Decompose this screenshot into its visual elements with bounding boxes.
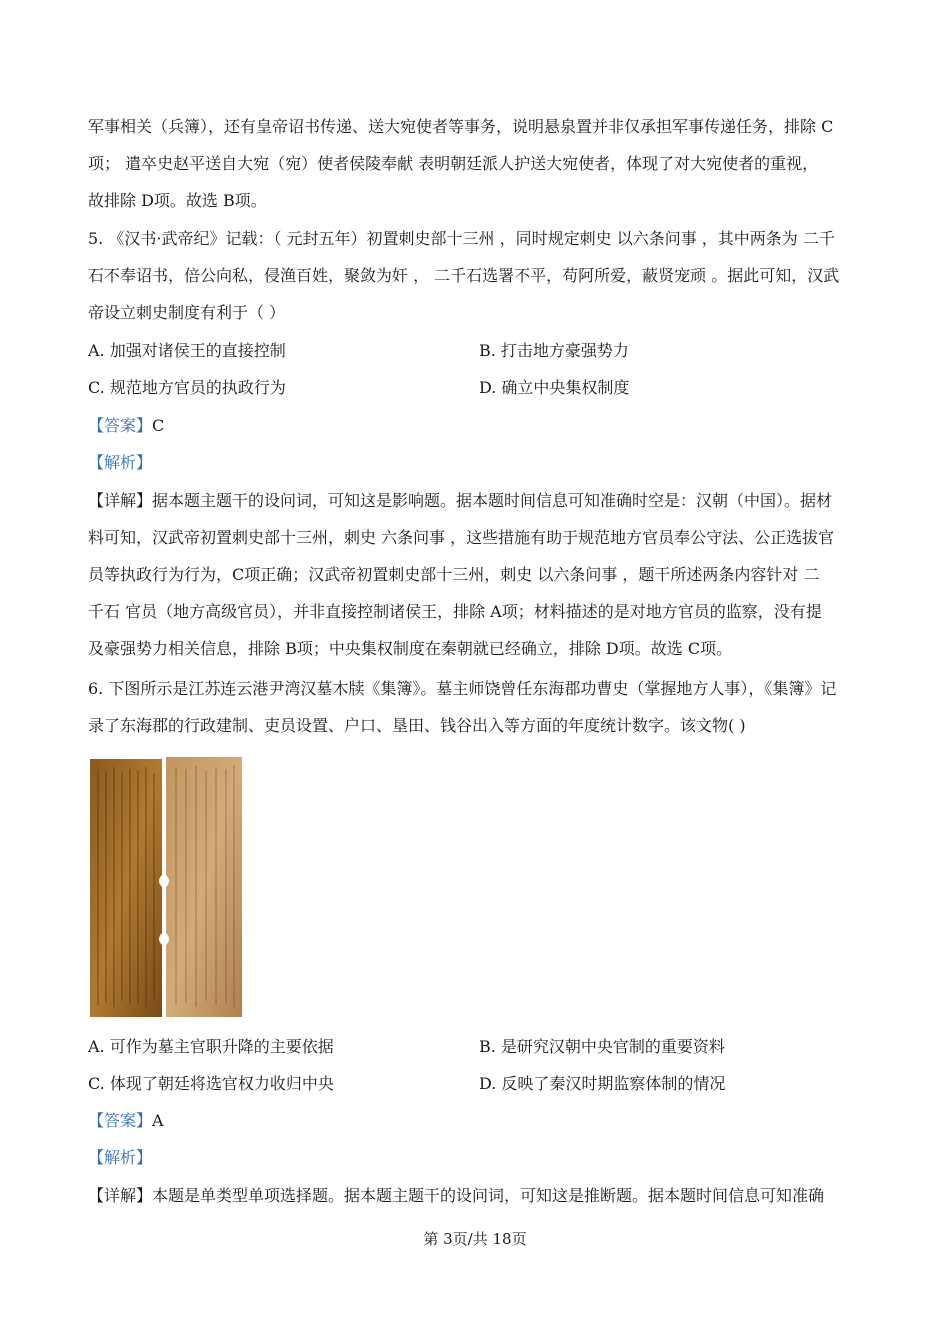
q5-option-a: A. 加强对诸侯王的直接控制 bbox=[88, 341, 286, 360]
q5-detail: 料可知，汉武帝初置刺史部十三州，刺史 六条问事 ，这些措施有助于规范地方官员奉公守法、公正选拔官 bbox=[88, 528, 835, 547]
detail-tag: 【详解】 bbox=[88, 491, 153, 510]
paragraph-line: 项； 遣卒史赵平送自大宛（宛）使者侯陵奉献 表明朝廷派人护送大宛使者，体现了对大宛使者的重视， bbox=[88, 154, 819, 173]
q6-option-c: C. 体现了朝廷将选官权力收归中央 bbox=[88, 1074, 334, 1093]
answer-value: C bbox=[152, 416, 165, 435]
q5-option-b: B. 打击地方豪强势力 bbox=[479, 341, 629, 360]
analysis-tag: 【解析】 bbox=[88, 453, 153, 472]
wooden-tablet-image bbox=[88, 755, 246, 1023]
question-6-stem: 6. 下图所示是江苏连云港尹湾汉墓木牍《集簿》。墓主师饶曾任东海郡功曹史（掌握地方人事），《集簿》记 bbox=[88, 679, 837, 698]
q6-detail bbox=[88, 1185, 910, 1207]
detail-tag: 【详解】 bbox=[88, 1186, 153, 1205]
q6-analysis-tag bbox=[88, 1147, 910, 1169]
q5-option-d: D. 确立中央集权制度 bbox=[479, 378, 630, 397]
q6-answer bbox=[88, 1110, 910, 1132]
q5-detail: 及豪强势力相关信息，排除 B项；中央集权制度在秦朝就已经确立，排除 D项。故选 C项。 bbox=[88, 639, 733, 658]
question-6-stem: 录了东海郡的行政建制、吏员设置、户口、垦田、钱谷出入等方面的年度统计数字。该文物( ) bbox=[88, 716, 746, 735]
q5-detail: 员等执政行为行为，C项正确；汉武帝初置刺史部十三州，刺史 以六条问事 ，题干所述两条内容针对 二 bbox=[88, 565, 820, 584]
page-number-footer: 第 3页/共 18页 bbox=[423, 1230, 527, 1248]
question-5-stem: 帝设立刺史制度有利于（ ） bbox=[88, 303, 286, 322]
paragraph-line: 故排除 D项。故选 B项。 bbox=[88, 191, 267, 210]
answer-tag: 【答案】 bbox=[88, 1111, 153, 1130]
q5-option-c: C. 规范地方官员的执政行为 bbox=[88, 378, 286, 397]
answer-value: A bbox=[152, 1111, 164, 1130]
q5-detail: 千石 官员（地方高级官员），并非直接控制诸侯王，排除 A项；材料描述的是对地方官员的监察，没有提 bbox=[88, 602, 822, 621]
q5-analysis-tag bbox=[88, 452, 910, 474]
q5-detail bbox=[88, 490, 910, 512]
paragraph-line: 军事相关（兵簿），还有皇帝诏书传递、送大宛使者等事务，说明悬泉置并非仅承担军事传递任务，排除 C bbox=[88, 117, 834, 136]
q6-option-d: D. 反映了秦汉时期监察体制的情况 bbox=[479, 1074, 726, 1093]
analysis-tag: 【解析】 bbox=[88, 1148, 153, 1167]
wooden-slips-photo bbox=[88, 755, 246, 1019]
detail-text: 据本题主题干的设问词，可知这是影响题。据本题时间信息可知准确时空是：汉朝（中国）。据材 bbox=[152, 491, 833, 510]
question-5-stem: 5. 《汉书·武帝纪》记载：（ 元封五年）初置刺史部十三州 ，同时规定刺史 以六条问事 ，其中两条为 二千 bbox=[88, 229, 835, 248]
question-5-stem: 石不奉诏书，倍公向私，侵渔百姓，聚敛为奸 ， 二千石选署不平，苟阿所爱，蔽贤宠顽 。据此可知，汉武 bbox=[88, 266, 840, 285]
detail-text: 本题是单类型单项选择题。据本题主题干的设问词，可知这是推断题。据本题时间信息可知准确 bbox=[152, 1186, 825, 1205]
answer-tag: 【答案】 bbox=[88, 416, 153, 435]
q6-option-b: B. 是研究汉朝中央官制的重要资料 bbox=[479, 1037, 725, 1056]
q6-option-a: A. 可作为墓主官职升降的主要依据 bbox=[88, 1037, 334, 1056]
q5-answer bbox=[88, 415, 910, 437]
